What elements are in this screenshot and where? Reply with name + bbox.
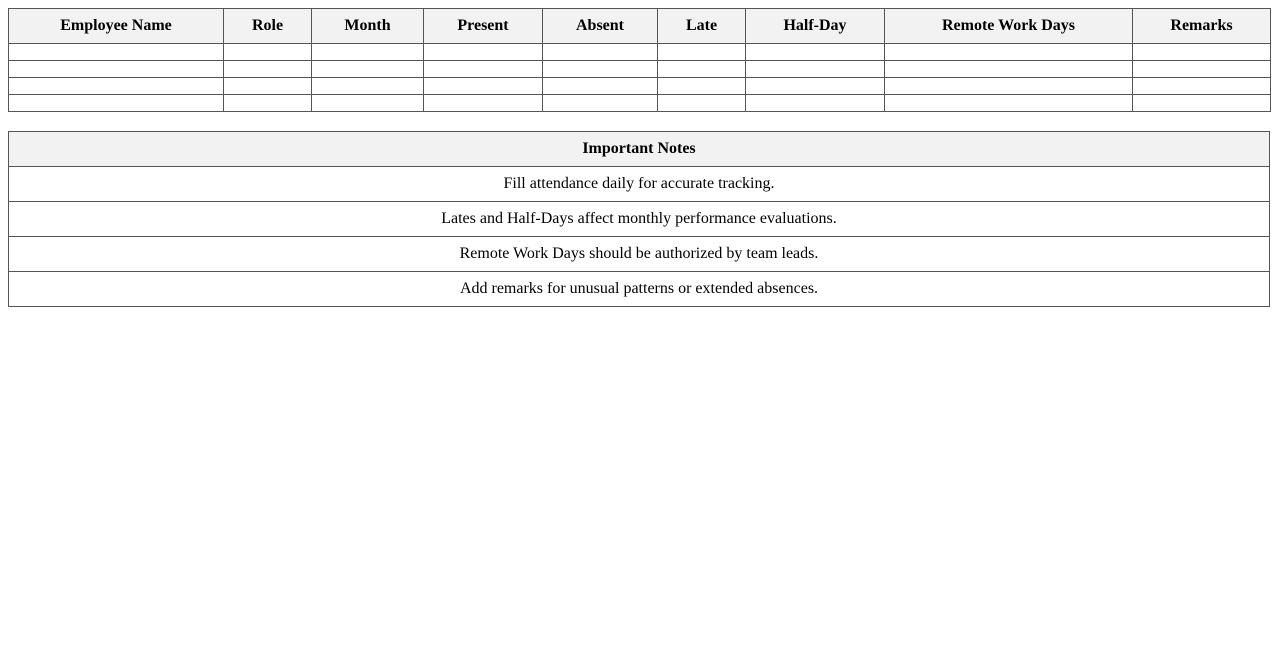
- column-header-remote-work-days: Remote Work Days: [885, 9, 1133, 44]
- cell-employee-name[interactable]: [9, 61, 224, 78]
- cell-half-day[interactable]: [746, 78, 885, 95]
- cell-present[interactable]: [424, 95, 543, 112]
- attendance-table: [8, 8, 1271, 112]
- cell-remote-work-days[interactable]: [885, 95, 1133, 112]
- cell-half-day[interactable]: [746, 44, 885, 61]
- cell-late[interactable]: [658, 61, 746, 78]
- column-header-employee-name: Employee Name: [9, 9, 224, 44]
- page-content: [0, 0, 1278, 307]
- cell-role[interactable]: [224, 61, 312, 78]
- column-header-remarks: Remarks: [1133, 9, 1271, 44]
- note-row: [9, 272, 1270, 307]
- cell-absent[interactable]: [543, 61, 658, 78]
- cell-remote-work-days[interactable]: [885, 44, 1133, 61]
- cell-employee-name[interactable]: [9, 44, 224, 61]
- column-header-present: Present: [424, 9, 543, 44]
- note-row: [9, 167, 1270, 202]
- table-row: [9, 78, 1271, 95]
- table-row: [9, 95, 1271, 112]
- note-row: [9, 202, 1270, 237]
- notes-title: Important Notes: [9, 132, 1270, 167]
- cell-employee-name[interactable]: [9, 95, 224, 112]
- cell-month[interactable]: [312, 44, 424, 61]
- note-item: Remote Work Days should be authorized by team leads.: [9, 237, 1270, 272]
- cell-remarks[interactable]: [1133, 78, 1271, 95]
- column-header-absent: Absent: [543, 9, 658, 44]
- note-item: Fill attendance daily for accurate tracking.: [9, 167, 1270, 202]
- table-row: [9, 44, 1271, 61]
- cell-absent[interactable]: [543, 78, 658, 95]
- column-header-late: Late: [658, 9, 746, 44]
- cell-remote-work-days[interactable]: [885, 61, 1133, 78]
- note-item: Lates and Half-Days affect monthly performance evaluations.: [9, 202, 1270, 237]
- cell-role[interactable]: [224, 44, 312, 61]
- cell-present[interactable]: [424, 61, 543, 78]
- important-notes-table: [8, 131, 1270, 307]
- cell-month[interactable]: [312, 95, 424, 112]
- cell-month[interactable]: [312, 61, 424, 78]
- cell-absent[interactable]: [543, 44, 658, 61]
- cell-remote-work-days[interactable]: [885, 78, 1133, 95]
- cell-absent[interactable]: [543, 95, 658, 112]
- cell-present[interactable]: [424, 78, 543, 95]
- table-row: [9, 61, 1271, 78]
- cell-half-day[interactable]: [746, 95, 885, 112]
- cell-month[interactable]: [312, 78, 424, 95]
- cell-remarks[interactable]: [1133, 95, 1271, 112]
- cell-remarks[interactable]: [1133, 44, 1271, 61]
- column-header-half-day: Half-Day: [746, 9, 885, 44]
- attendance-header-row: [9, 9, 1271, 44]
- cell-present[interactable]: [424, 44, 543, 61]
- column-header-role: Role: [224, 9, 312, 44]
- note-row: [9, 237, 1270, 272]
- cell-late[interactable]: [658, 78, 746, 95]
- cell-role[interactable]: [224, 78, 312, 95]
- notes-header-row: [9, 132, 1270, 167]
- cell-employee-name[interactable]: [9, 78, 224, 95]
- cell-late[interactable]: [658, 95, 746, 112]
- note-item: Add remarks for unusual patterns or extended absences.: [9, 272, 1270, 307]
- cell-late[interactable]: [658, 44, 746, 61]
- column-header-month: Month: [312, 9, 424, 44]
- cell-role[interactable]: [224, 95, 312, 112]
- cell-remarks[interactable]: [1133, 61, 1271, 78]
- cell-half-day[interactable]: [746, 61, 885, 78]
